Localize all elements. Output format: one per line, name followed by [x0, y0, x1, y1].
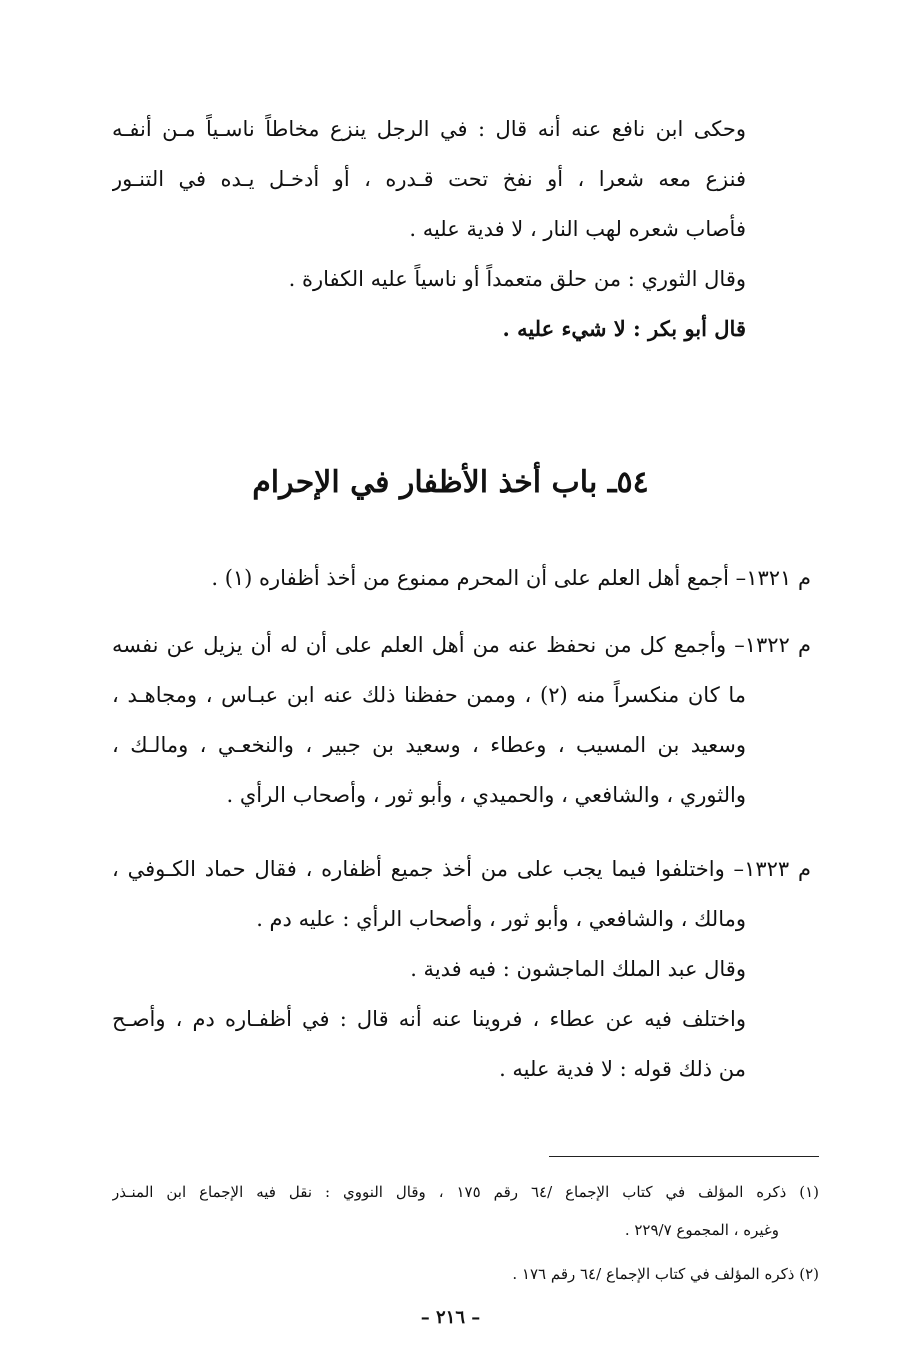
text-line: والثوري ، والشافعي ، والحميدي ، وأبو ثور ، وأصحاب الرأي .	[226, 783, 746, 807]
text-line: وقال الثوري : من حلق متعمداً أو ناسياً عليه الكفارة .	[288, 267, 746, 291]
text-line: من ذلك قوله : لا فدية عليه .	[499, 1057, 746, 1081]
text-line: واختلف فيه عن عطاء ، فروينا عنه أنه قال : في أظفـاره دم ، وأصـح	[112, 1007, 746, 1031]
text-line: وقال عبد الملك الماجشون : فيه فدية .	[410, 957, 746, 981]
footnote-separator	[549, 1156, 819, 1157]
footnote-line: وغيره ، المجموع ٢٢٩/٧ .	[624, 1221, 779, 1239]
text-line: ومالك ، والشافعي ، وأبو ثور ، وأصحاب الرأي : عليه دم .	[256, 907, 746, 931]
text-line: فأصاب شعره لهب النار ، لا فدية عليه .	[409, 217, 746, 241]
page-number: – ٢١٦ –	[420, 1307, 481, 1328]
text-line: فنزع معه شعرا ، أو نفخ تحت قـدره ، أو أدخـل يـده في التنـور	[112, 167, 746, 191]
text-line: وحكى ابن نافع عنه أنه قال : في الرجل ينزع مخاطاً ناسـياً مـن أنفـه	[112, 117, 746, 141]
text-line: م ١٣٢٢– وأجمع كل من نحفظ عنه من أهل العلم على أن له أن يزيل عن نفسه	[112, 633, 811, 657]
text-line: م ١٣٢٣– واختلفوا فيما يجب على من أخذ جميع أظفاره ، فقال حماد الكـوفي ،	[112, 857, 811, 881]
footnote-line: (٢) ذكره المؤلف في كتاب الإجماع /٦٤ رقم ١٧٦ .	[512, 1265, 819, 1283]
text-line: وسعيد بن المسيب ، وعطاء ، وسعيد بن جبير ، والنخعـي ، ومالـك ،	[112, 733, 746, 757]
text-line: ما كان منكسراً منه (٢) ، وممن حفظنا ذلك عنه ابن عبـاس ، ومجاهـد ،	[112, 683, 746, 707]
text-line: قال أبو بكر : لا شيء عليه .	[502, 316, 746, 341]
chapter-title: ٥٤ـ باب أخذ الأظفار في الإحرام	[252, 465, 649, 500]
text-line: م ١٣٢١– أجمع أهل العلم على أن المحرم ممنوع من أخذ أظفاره (١) .	[211, 566, 811, 590]
footnote-line: (١) ذكره المؤلف في كتاب الإجماع /٦٤ رقم ١٧٥ ، وقال النووي : نقل فيه الإجماع ابن المنـذر	[112, 1183, 819, 1201]
